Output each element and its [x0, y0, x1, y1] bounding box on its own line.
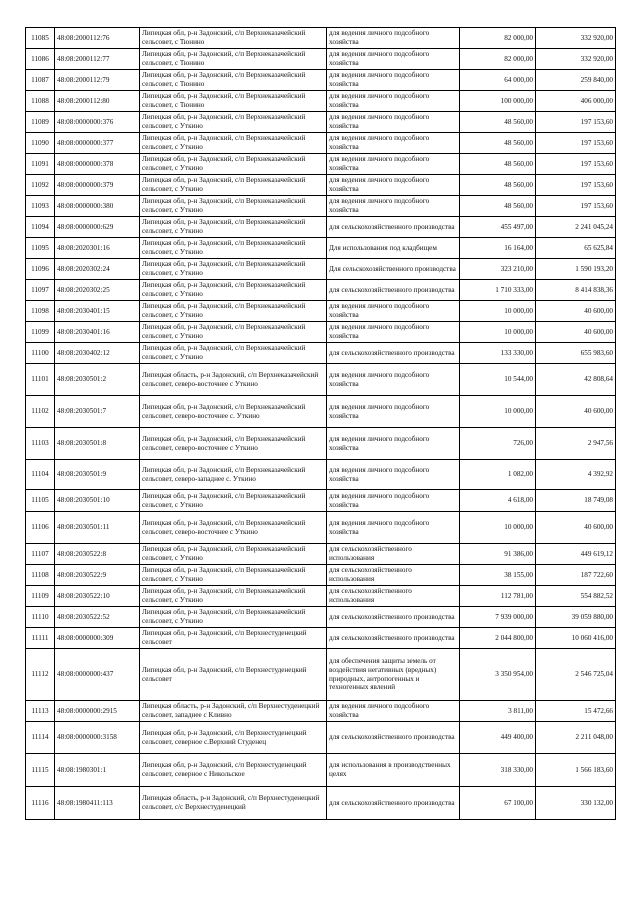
row-number-cell: 11102	[26, 396, 55, 428]
cadastral-value-cell: 10 060 416,00	[536, 628, 616, 649]
cadastral-number-cell: 48:08:0000000:437	[55, 649, 140, 701]
permitted-use-cell: для ведения личного подсобного хозяйства	[327, 49, 460, 70]
table-row	[26, 301, 616, 322]
address-cell: Липецкая обл, р-н Задонский, с/п Верхнеказачейский сельсовет, с Уткино	[140, 586, 327, 607]
row-number-cell: 11103	[26, 428, 55, 460]
table-row	[26, 428, 616, 460]
cadastral-number-cell: 48:08:2000112:80	[55, 91, 140, 112]
cadastral-value-cell: 39 059 880,00	[536, 607, 616, 628]
cadastral-number-cell: 48:08:2030501:7	[55, 396, 140, 428]
row-number-cell: 11108	[26, 565, 55, 586]
area-cell: 100 000,00	[460, 91, 536, 112]
permitted-use-cell: для сельскохозяйственного использования	[327, 586, 460, 607]
cadastral-number-cell: 48:08:2030522:8	[55, 544, 140, 565]
cadastral-number-cell: 48:08:2030501:11	[55, 512, 140, 544]
permitted-use-cell: для сельскохозяйственного производства	[327, 787, 460, 820]
cadastral-value-cell: 2 947,56	[536, 428, 616, 460]
area-cell: 3 350 954,00	[460, 649, 536, 701]
cadastral-value-cell: 18 749,08	[536, 490, 616, 512]
table-row	[26, 628, 616, 649]
cadastral-value-cell: 197 153,60	[536, 154, 616, 175]
address-cell: Липецкая обл, р-н Задонский, с/п Верхнеказачейский сельсовет, с Тюнино	[140, 91, 327, 112]
cadastral-number-cell: 48:08:2030522:10	[55, 586, 140, 607]
cadastral-value-cell: 332 920,00	[536, 49, 616, 70]
cadastral-value-cell: 449 619,12	[536, 544, 616, 565]
permitted-use-cell: для ведения личного подсобного хозяйства	[327, 512, 460, 544]
table-row	[26, 565, 616, 586]
address-cell: Липецкая обл, р-н Задонский, с/п Верхнеказачейский сельсовет, с Уткино	[140, 343, 327, 364]
area-cell: 67 100,00	[460, 787, 536, 820]
row-number-cell: 11115	[26, 754, 55, 787]
address-cell: Липецкая обл, р-н Задонский, с/п Верхнестуденецкий сельсовет, северное с.Верхний Студенец	[140, 722, 327, 754]
permitted-use-cell: для ведения личного подсобного хозяйства	[327, 701, 460, 722]
permitted-use-cell: для сельскохозяйственного производства	[327, 217, 460, 238]
cadastral-value-cell: 2 546 725,04	[536, 649, 616, 701]
area-cell: 133 330,00	[460, 343, 536, 364]
permitted-use-cell: для обеспечения защиты земель от воздействия негативных (вредных) природных, антропогенных и техногенных явлений	[327, 649, 460, 701]
row-number-cell: 11105	[26, 490, 55, 512]
row-number-cell: 11114	[26, 722, 55, 754]
area-cell: 318 330,00	[460, 754, 536, 787]
row-number-cell: 11093	[26, 196, 55, 217]
table-row	[26, 512, 616, 544]
address-cell: Липецкая обл, р-н Задонский, с/п Верхнестуденецкий сельсовет, северное с Никольское	[140, 754, 327, 787]
cadastral-number-cell: 48:08:2030402:12	[55, 343, 140, 364]
row-number-cell: 11099	[26, 322, 55, 343]
cadastral-value-cell: 197 153,60	[536, 196, 616, 217]
address-cell: Липецкая область, р-н Задонский, с/п Верхнеказачейский сельсовет, северо-восточнее с Уткино	[140, 364, 327, 396]
table-row	[26, 607, 616, 628]
cadastral-number-cell: 48:08:2030501:2	[55, 364, 140, 396]
row-number-cell: 11094	[26, 217, 55, 238]
row-number-cell: 11090	[26, 133, 55, 154]
permitted-use-cell: для сельскохозяйственного производства	[327, 280, 460, 301]
document-page	[25, 27, 616, 820]
address-cell: Липецкая обл, р-н Задонский, с/п Верхнеказачейский сельсовет, с Уткино	[140, 607, 327, 628]
permitted-use-cell: для ведения личного подсобного хозяйства	[327, 460, 460, 490]
address-cell: Липецкая обл, р-н Задонский, с/п Верхнестуденецкий сельсовет	[140, 628, 327, 649]
address-cell: Липецкая обл, р-н Задонский, с/п Верхнеказачейский сельсовет, с Уткино	[140, 544, 327, 565]
row-number-cell: 11107	[26, 544, 55, 565]
cadastral-value-cell: 4 392,92	[536, 460, 616, 490]
table-row	[26, 133, 616, 154]
permitted-use-cell: для сельскохозяйственного использования	[327, 565, 460, 586]
cadastral-value-cell: 2 211 048,00	[536, 722, 616, 754]
address-cell: Липецкая обл, р-н Задонский, с/п Верхнеказачейский сельсовет, с Уткино	[140, 112, 327, 133]
cadastral-value-cell: 40 600,00	[536, 322, 616, 343]
address-cell: Липецкая обл, р-н Задонский, с/п Верхнеказачейский сельсовет, с Уткино	[140, 175, 327, 196]
address-cell: Липецкая обл, р-н Задонский, с/п Верхнеказачейский сельсовет, с Тюнино	[140, 70, 327, 91]
area-cell: 48 560,00	[460, 154, 536, 175]
cadastral-number-cell: 48:08:0000000:380	[55, 196, 140, 217]
address-cell: Липецкая обл, р-н Задонский, с/п Верхнеказачейский сельсовет, с Уткино	[140, 259, 327, 280]
table-row	[26, 460, 616, 490]
land-parcels-table	[25, 27, 616, 820]
cadastral-number-cell: 48:08:2030501:8	[55, 428, 140, 460]
cadastral-number-cell: 48:08:1980301:1	[55, 754, 140, 787]
cadastral-value-cell: 332 920,00	[536, 28, 616, 49]
permitted-use-cell: для ведения личного подсобного хозяйства	[327, 396, 460, 428]
permitted-use-cell: для ведения личного подсобного хозяйства	[327, 91, 460, 112]
table-row	[26, 787, 616, 820]
table-row	[26, 112, 616, 133]
address-cell: Липецкая обл, р-н Задонский, с/п Верхнеказачейский сельсовет, северо-западнее с. Уткино	[140, 460, 327, 490]
cadastral-value-cell: 554 882,52	[536, 586, 616, 607]
row-number-cell: 11111	[26, 628, 55, 649]
permitted-use-cell: для ведения личного подсобного хозяйства	[327, 175, 460, 196]
table-row	[26, 238, 616, 259]
permitted-use-cell: для ведения личного подсобного хозяйства	[327, 28, 460, 49]
cadastral-number-cell: 48:08:2020302:24	[55, 259, 140, 280]
table-row	[26, 196, 616, 217]
cadastral-number-cell: 48:08:0000000:3158	[55, 722, 140, 754]
table-row	[26, 91, 616, 112]
cadastral-value-cell: 655 983,60	[536, 343, 616, 364]
address-cell: Липецкая обл, р-н Задонский, с/п Верхнеказачейский сельсовет, с Уткино	[140, 133, 327, 154]
area-cell: 2 044 800,00	[460, 628, 536, 649]
address-cell: Липецкая обл, р-н Задонский, с/п Верхнеказачейский сельсовет, с Тюнино	[140, 28, 327, 49]
cadastral-value-cell: 40 600,00	[536, 512, 616, 544]
row-number-cell: 11096	[26, 259, 55, 280]
address-cell: Липецкая обл, р-н Задонский, с/п Верхнеказачейский сельсовет, с Уткино	[140, 280, 327, 301]
address-cell: Липецкая обл, р-н Задонский, с/п Верхнеказачейский сельсовет, с Уткино	[140, 196, 327, 217]
permitted-use-cell: для ведения личного подсобного хозяйства	[327, 112, 460, 133]
area-cell: 3 811,00	[460, 701, 536, 722]
cadastral-value-cell: 8 414 838,36	[536, 280, 616, 301]
row-number-cell: 11110	[26, 607, 55, 628]
area-cell: 91 386,00	[460, 544, 536, 565]
cadastral-value-cell: 2 241 045,24	[536, 217, 616, 238]
area-cell: 82 000,00	[460, 49, 536, 70]
row-number-cell: 11100	[26, 343, 55, 364]
permitted-use-cell: для сельскохозяйственного производства	[327, 628, 460, 649]
permitted-use-cell: для сельскохозяйственного производства	[327, 343, 460, 364]
row-number-cell: 11086	[26, 49, 55, 70]
area-cell: 455 497,00	[460, 217, 536, 238]
row-number-cell: 11085	[26, 28, 55, 49]
cadastral-number-cell: 48:08:2000112:77	[55, 49, 140, 70]
address-cell: Липецкая обл, р-н Задонский, с/п Верхнеказачейский сельсовет, северо-восточнее с Уткино	[140, 428, 327, 460]
area-cell: 1 710 333,00	[460, 280, 536, 301]
permitted-use-cell: для ведения личного подсобного хозяйства	[327, 154, 460, 175]
area-cell: 112 781,00	[460, 586, 536, 607]
area-cell: 726,00	[460, 428, 536, 460]
address-cell: Липецкая обл, р-н Задонский, с/п Верхнеказачейский сельсовет, с Уткино	[140, 565, 327, 586]
cadastral-number-cell: 48:08:2030501:9	[55, 460, 140, 490]
table-row	[26, 70, 616, 91]
cadastral-number-cell: 48:08:2030522:52	[55, 607, 140, 628]
cadastral-number-cell: 48:08:0000000:2915	[55, 701, 140, 722]
address-cell: Липецкая область, р-н Задонский, с/п Верхнестуденецкий сельсовет, с/с Верхнестуденецкий	[140, 787, 327, 820]
table-row	[26, 175, 616, 196]
address-cell: Липецкая обл, р-н Задонский, с/п Верхнеказачейский сельсовет, с Уткино	[140, 217, 327, 238]
cadastral-number-cell: 48:08:2000112:76	[55, 28, 140, 49]
table-row	[26, 722, 616, 754]
address-cell: Липецкая обл, р-н Задонский, с/п Верхнестуденецкий сельсовет	[140, 649, 327, 701]
cadastral-number-cell: 48:08:2030401:15	[55, 301, 140, 322]
cadastral-value-cell: 65 625,84	[536, 238, 616, 259]
area-cell: 10 544,00	[460, 364, 536, 396]
table-row	[26, 754, 616, 787]
cadastral-number-cell: 48:08:2030501:10	[55, 490, 140, 512]
area-cell: 7 939 000,00	[460, 607, 536, 628]
table-row	[26, 701, 616, 722]
area-cell: 48 560,00	[460, 112, 536, 133]
area-cell: 4 618,00	[460, 490, 536, 512]
cadastral-value-cell: 42 808,64	[536, 364, 616, 396]
address-cell: Липецкая обл, р-н Задонский, с/п Верхнеказачейский сельсовет, северо-восточнее с Уткино	[140, 512, 327, 544]
cadastral-number-cell: 48:08:2030401:16	[55, 322, 140, 343]
row-number-cell: 11097	[26, 280, 55, 301]
permitted-use-cell: для ведения личного подсобного хозяйства	[327, 428, 460, 460]
table-row	[26, 217, 616, 238]
cadastral-number-cell: 48:08:0000000:377	[55, 133, 140, 154]
table-row	[26, 154, 616, 175]
table-row	[26, 396, 616, 428]
table-row	[26, 28, 616, 49]
row-number-cell: 11089	[26, 112, 55, 133]
row-number-cell: 11101	[26, 364, 55, 396]
table-row	[26, 49, 616, 70]
area-cell: 48 560,00	[460, 196, 536, 217]
area-cell: 48 560,00	[460, 133, 536, 154]
cadastral-number-cell: 48:08:0000000:379	[55, 175, 140, 196]
row-number-cell: 11087	[26, 70, 55, 91]
cadastral-value-cell: 406 000,00	[536, 91, 616, 112]
cadastral-number-cell: 48:08:0000000:309	[55, 628, 140, 649]
table-body	[26, 28, 616, 820]
row-number-cell: 11112	[26, 649, 55, 701]
cadastral-value-cell: 15 472,66	[536, 701, 616, 722]
table-row	[26, 364, 616, 396]
table-row	[26, 544, 616, 565]
area-cell: 48 560,00	[460, 175, 536, 196]
cadastral-value-cell: 197 153,60	[536, 133, 616, 154]
permitted-use-cell: для сельскохозяйственного использования	[327, 544, 460, 565]
cadastral-number-cell: 48:08:1980411:113	[55, 787, 140, 820]
permitted-use-cell: Для сельскохозяйственного производства	[327, 259, 460, 280]
area-cell: 82 000,00	[460, 28, 536, 49]
table-row	[26, 322, 616, 343]
address-cell: Липецкая обл, р-н Задонский, с/п Верхнеказачейский сельсовет, с Уткино	[140, 301, 327, 322]
row-number-cell: 11088	[26, 91, 55, 112]
address-cell: Липецкая обл, р-н Задонский, с/п Верхнеказачейский сельсовет, с Тюнино	[140, 49, 327, 70]
table-row	[26, 280, 616, 301]
address-cell: Липецкая обл, р-н Задонский, с/п Верхнеказачейский сельсовет, с Уткино	[140, 490, 327, 512]
row-number-cell: 11104	[26, 460, 55, 490]
area-cell: 10 000,00	[460, 396, 536, 428]
cadastral-value-cell: 197 153,60	[536, 112, 616, 133]
area-cell: 10 000,00	[460, 301, 536, 322]
table-row	[26, 586, 616, 607]
permitted-use-cell: для сельскохозяйственного производства	[327, 607, 460, 628]
cadastral-value-cell: 1 590 193,20	[536, 259, 616, 280]
row-number-cell: 11098	[26, 301, 55, 322]
address-cell: Липецкая обл, р-н Задонский, с/п Верхнеказачейский сельсовет, с Уткино	[140, 238, 327, 259]
row-number-cell: 11091	[26, 154, 55, 175]
cadastral-number-cell: 48:08:0000000:376	[55, 112, 140, 133]
area-cell: 449 400,00	[460, 722, 536, 754]
address-cell: Липецкая область, р-н Задонский, с/п Верхнестуденецкий сельсовет, западнее с Кливно	[140, 701, 327, 722]
table-row	[26, 490, 616, 512]
area-cell: 323 210,00	[460, 259, 536, 280]
area-cell: 38 155,00	[460, 565, 536, 586]
cadastral-value-cell: 40 600,00	[536, 396, 616, 428]
table-row	[26, 649, 616, 701]
permitted-use-cell: для ведения личного подсобного хозяйства	[327, 70, 460, 91]
address-cell: Липецкая обл, р-н Задонский, с/п Верхнеказачейский сельсовет, с Уткино	[140, 322, 327, 343]
permitted-use-cell: для ведения личного подсобного хозяйства	[327, 364, 460, 396]
row-number-cell: 11092	[26, 175, 55, 196]
area-cell: 16 164,00	[460, 238, 536, 259]
row-number-cell: 11095	[26, 238, 55, 259]
row-number-cell: 11116	[26, 787, 55, 820]
cadastral-value-cell: 259 840,00	[536, 70, 616, 91]
cadastral-number-cell: 48:08:0000000:629	[55, 217, 140, 238]
cadastral-value-cell: 330 132,00	[536, 787, 616, 820]
area-cell: 1 082,00	[460, 460, 536, 490]
cadastral-value-cell: 1 566 183,60	[536, 754, 616, 787]
cadastral-number-cell: 48:08:0000000:378	[55, 154, 140, 175]
permitted-use-cell: для ведения личного подсобного хозяйства	[327, 196, 460, 217]
cadastral-number-cell: 48:08:2020302:25	[55, 280, 140, 301]
area-cell: 10 000,00	[460, 512, 536, 544]
permitted-use-cell: для ведения личного подсобного хозяйства	[327, 490, 460, 512]
cadastral-value-cell: 40 600,00	[536, 301, 616, 322]
permitted-use-cell: для ведения личного подсобного хозяйства	[327, 301, 460, 322]
row-number-cell: 11113	[26, 701, 55, 722]
cadastral-number-cell: 48:08:2000112:79	[55, 70, 140, 91]
row-number-cell: 11106	[26, 512, 55, 544]
table-row	[26, 259, 616, 280]
area-cell: 64 000,00	[460, 70, 536, 91]
cadastral-value-cell: 187 722,60	[536, 565, 616, 586]
permitted-use-cell: для использования в производственных целях	[327, 754, 460, 787]
area-cell: 10 000,00	[460, 322, 536, 343]
address-cell: Липецкая обл, р-н Задонский, с/п Верхнеказачейский сельсовет, с Уткино	[140, 154, 327, 175]
address-cell: Липецкая обл, р-н Задонский, с/п Верхнеказачейский сельсовет, северо-восточнее с. Уткино	[140, 396, 327, 428]
table-row	[26, 343, 616, 364]
permitted-use-cell: для ведения личного подсобного хозяйства	[327, 133, 460, 154]
cadastral-value-cell: 197 153,60	[536, 175, 616, 196]
permitted-use-cell: для ведения личного подсобного хозяйства	[327, 322, 460, 343]
cadastral-number-cell: 48:08:2030522:9	[55, 565, 140, 586]
permitted-use-cell: для сельскохозяйственного производства	[327, 722, 460, 754]
cadastral-number-cell: 48:08:2020301:16	[55, 238, 140, 259]
permitted-use-cell: Для использования под кладбищем	[327, 238, 460, 259]
row-number-cell: 11109	[26, 586, 55, 607]
